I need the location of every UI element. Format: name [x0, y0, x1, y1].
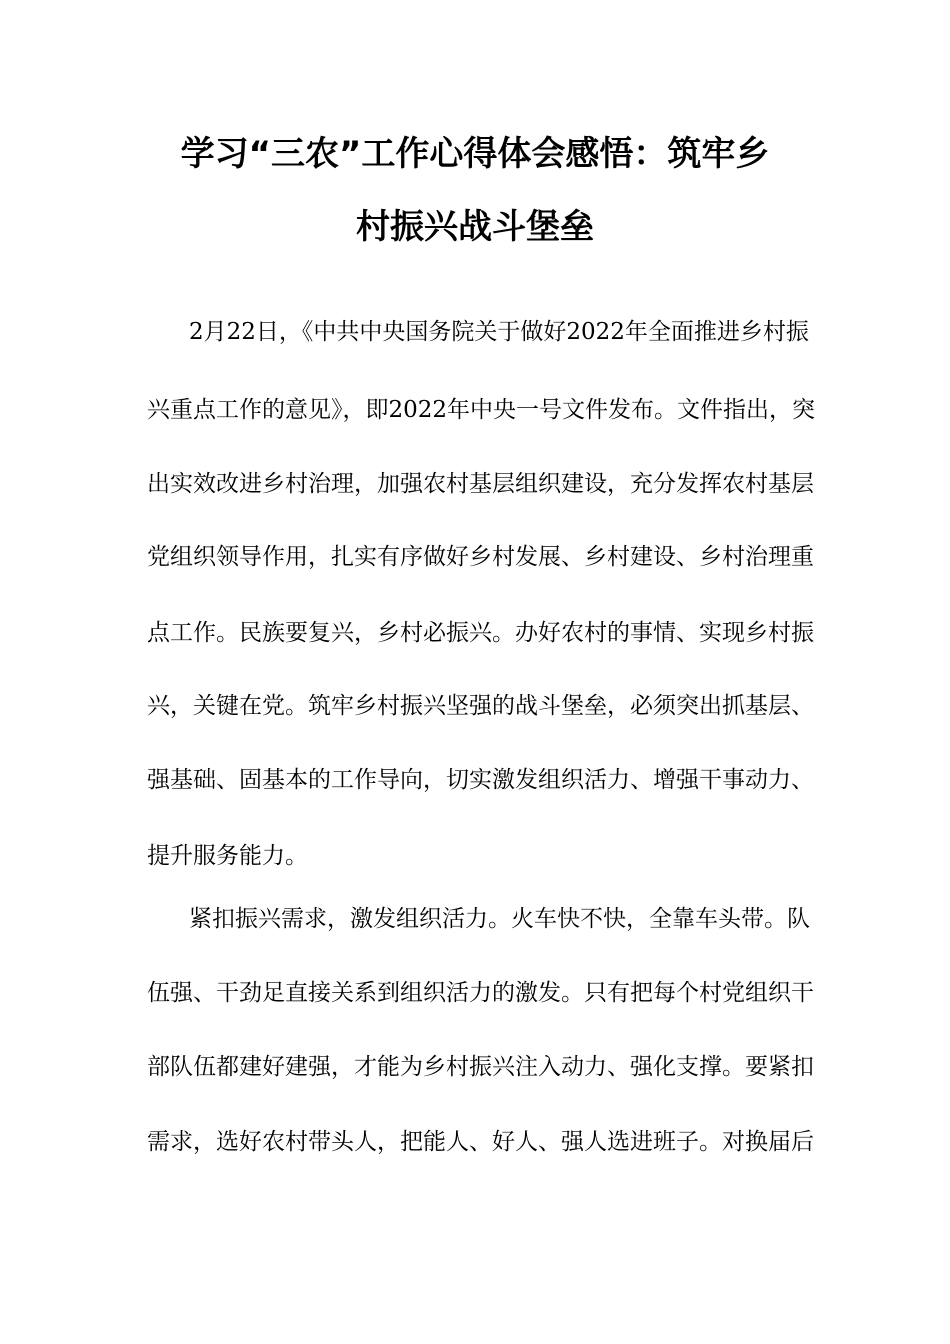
paragraph-line: 紧扣振兴需求，激发组织活力。火车快不快，全靠车头带。队 — [189, 906, 810, 932]
document-title-line-1: 学习“三农”工作心得体会感悟：筑牢乡 — [180, 134, 770, 174]
paragraph-line: 提升服务能力。 — [147, 843, 308, 869]
paragraph-line: 兴，关键在党。筑牢乡村振兴坚强的战斗堡垒，必须突出抓基层、 — [147, 693, 814, 719]
paragraph-line: 需求，选好农村带头人，把能人、好人、强人选进班子。对换届后 — [147, 1129, 814, 1155]
paragraph-line: 兴重点工作的意见》，即2022年中央一号文件发布。文件指出，突 — [147, 397, 816, 423]
paragraph-line: 出实效改进乡村治理，加强农村基层组织建设，充分发挥农村基层 — [147, 471, 814, 497]
paragraph-line: 党组织领导作用，扎实有序做好乡村发展、乡村建设、乡村治理重 — [147, 544, 814, 570]
document-title-line-2: 村振兴战斗堡垒 — [356, 207, 594, 247]
paragraph-line: 2月22日，《中共中央国务院关于做好2022年全面推进乡村振 — [189, 319, 809, 345]
paragraph-line: 伍强、干劲足直接关系到组织活力的激发。只有把每个村党组织干 — [147, 980, 814, 1006]
paragraph-line: 点工作。民族要复兴，乡村必振兴。办好农村的事情、实现乡村振 — [147, 620, 814, 646]
paragraph-line: 强基础、固基本的工作导向，切实激发组织活力、增强干事动力、 — [147, 767, 814, 793]
paragraph-line: 部队伍都建好建强，才能为乡村振兴注入动力、强化支撑。要紧扣 — [147, 1054, 814, 1080]
